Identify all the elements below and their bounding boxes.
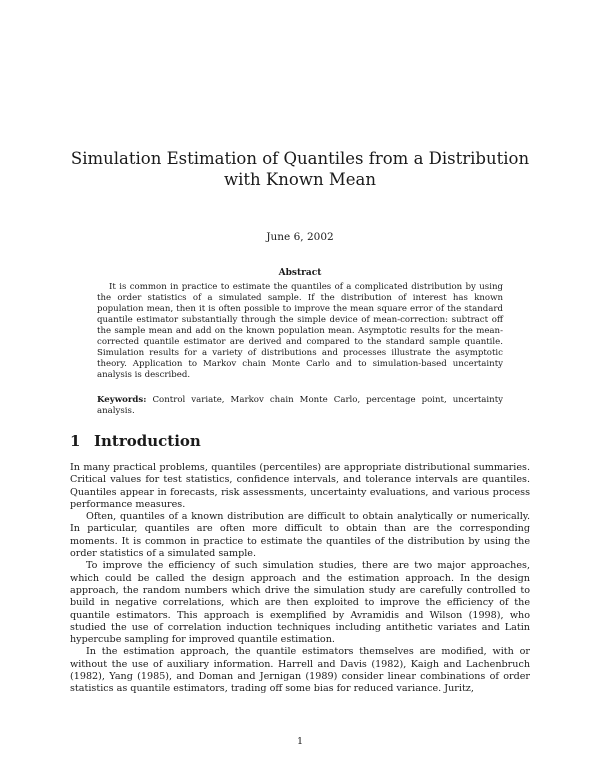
paragraph: In many practical problems, quantiles (percentiles) are appropriate distributional summaries. Critical values for test statistics, confidence intervals, and tolerance intervals are quantiles. Quantiles appear in forecasts, risk assessments, uncertainty evaluations, and various process performance measures. <box>70 462 530 510</box>
keywords-label: Keywords: <box>97 395 147 405</box>
section-heading <box>70 432 201 450</box>
paper-date: June 6, 2002 <box>266 231 334 243</box>
paragraph: In the estimation approach, the quantile estimators themselves are modified, with or without the use of auxiliary information. Harrell and Davis (1982), Kaigh and Lachenbruch (1982), Yang (1985), and Doman and Jernigan (1989) consider linear combinations of order statistics as quantile estimators, trading off some bias for reduced variance. Juritz, <box>70 646 530 695</box>
section-number: 1 <box>70 432 81 450</box>
abstract-heading: Abstract <box>278 268 322 278</box>
paper-title: Simulation Estimation of Quantiles from a Distribution with Known Mean <box>70 149 530 189</box>
keywords <box>97 395 503 417</box>
abstract-text: It is common in practice to estimate the quantiles of a complicated distribution by using the order statistics of a simulated sample. If the distribution of interest has known population mean, then it is often possible to improve the mean square error of the standard quantile estimator substantially through the simple device of mean-correction: subtract off the sample mean and add on the known population mean. Asymptotic results for the mean-corrected quantile estimator are derived and compared to the standard sample quantile. Simulation results for a variety of distributions and processes illustrate the asymptotic theory. Application to Markov chain Monte Carlo and to simulation-based uncertainty analysis is described. <box>97 282 503 380</box>
paragraph: To improve the efficiency of such simulation studies, there are two major approaches, which could be called the design approach and the estimation approach. In the design approach, the random numbers which drive the simulation study are carefully controlled to build in negative correlations, which are then exploited to improve the efficiency of the quantile estimators. This approach is exemplified by Avramidis and Wilson (1998), who studied the use of correlation induction techniques including antithetic variates and Latin hypercube sampling for improved quantile estimation. <box>70 560 530 646</box>
paragraph: Often, quantiles of a known distribution are difficult to obtain analytically or numerically. In particular, quantiles are often more difficult to obtain than are the corresponding moments. It is common in practice to estimate the quantiles of the distribution by using the order statistics of a simulated sample. <box>70 511 530 560</box>
page-number: 1 <box>296 736 304 747</box>
keywords-text: Control variate, Markov chain Monte Carlo, percentage point, uncertainty analysis. <box>97 395 504 416</box>
section-title: Introduction <box>94 432 201 450</box>
section-body <box>70 462 530 696</box>
